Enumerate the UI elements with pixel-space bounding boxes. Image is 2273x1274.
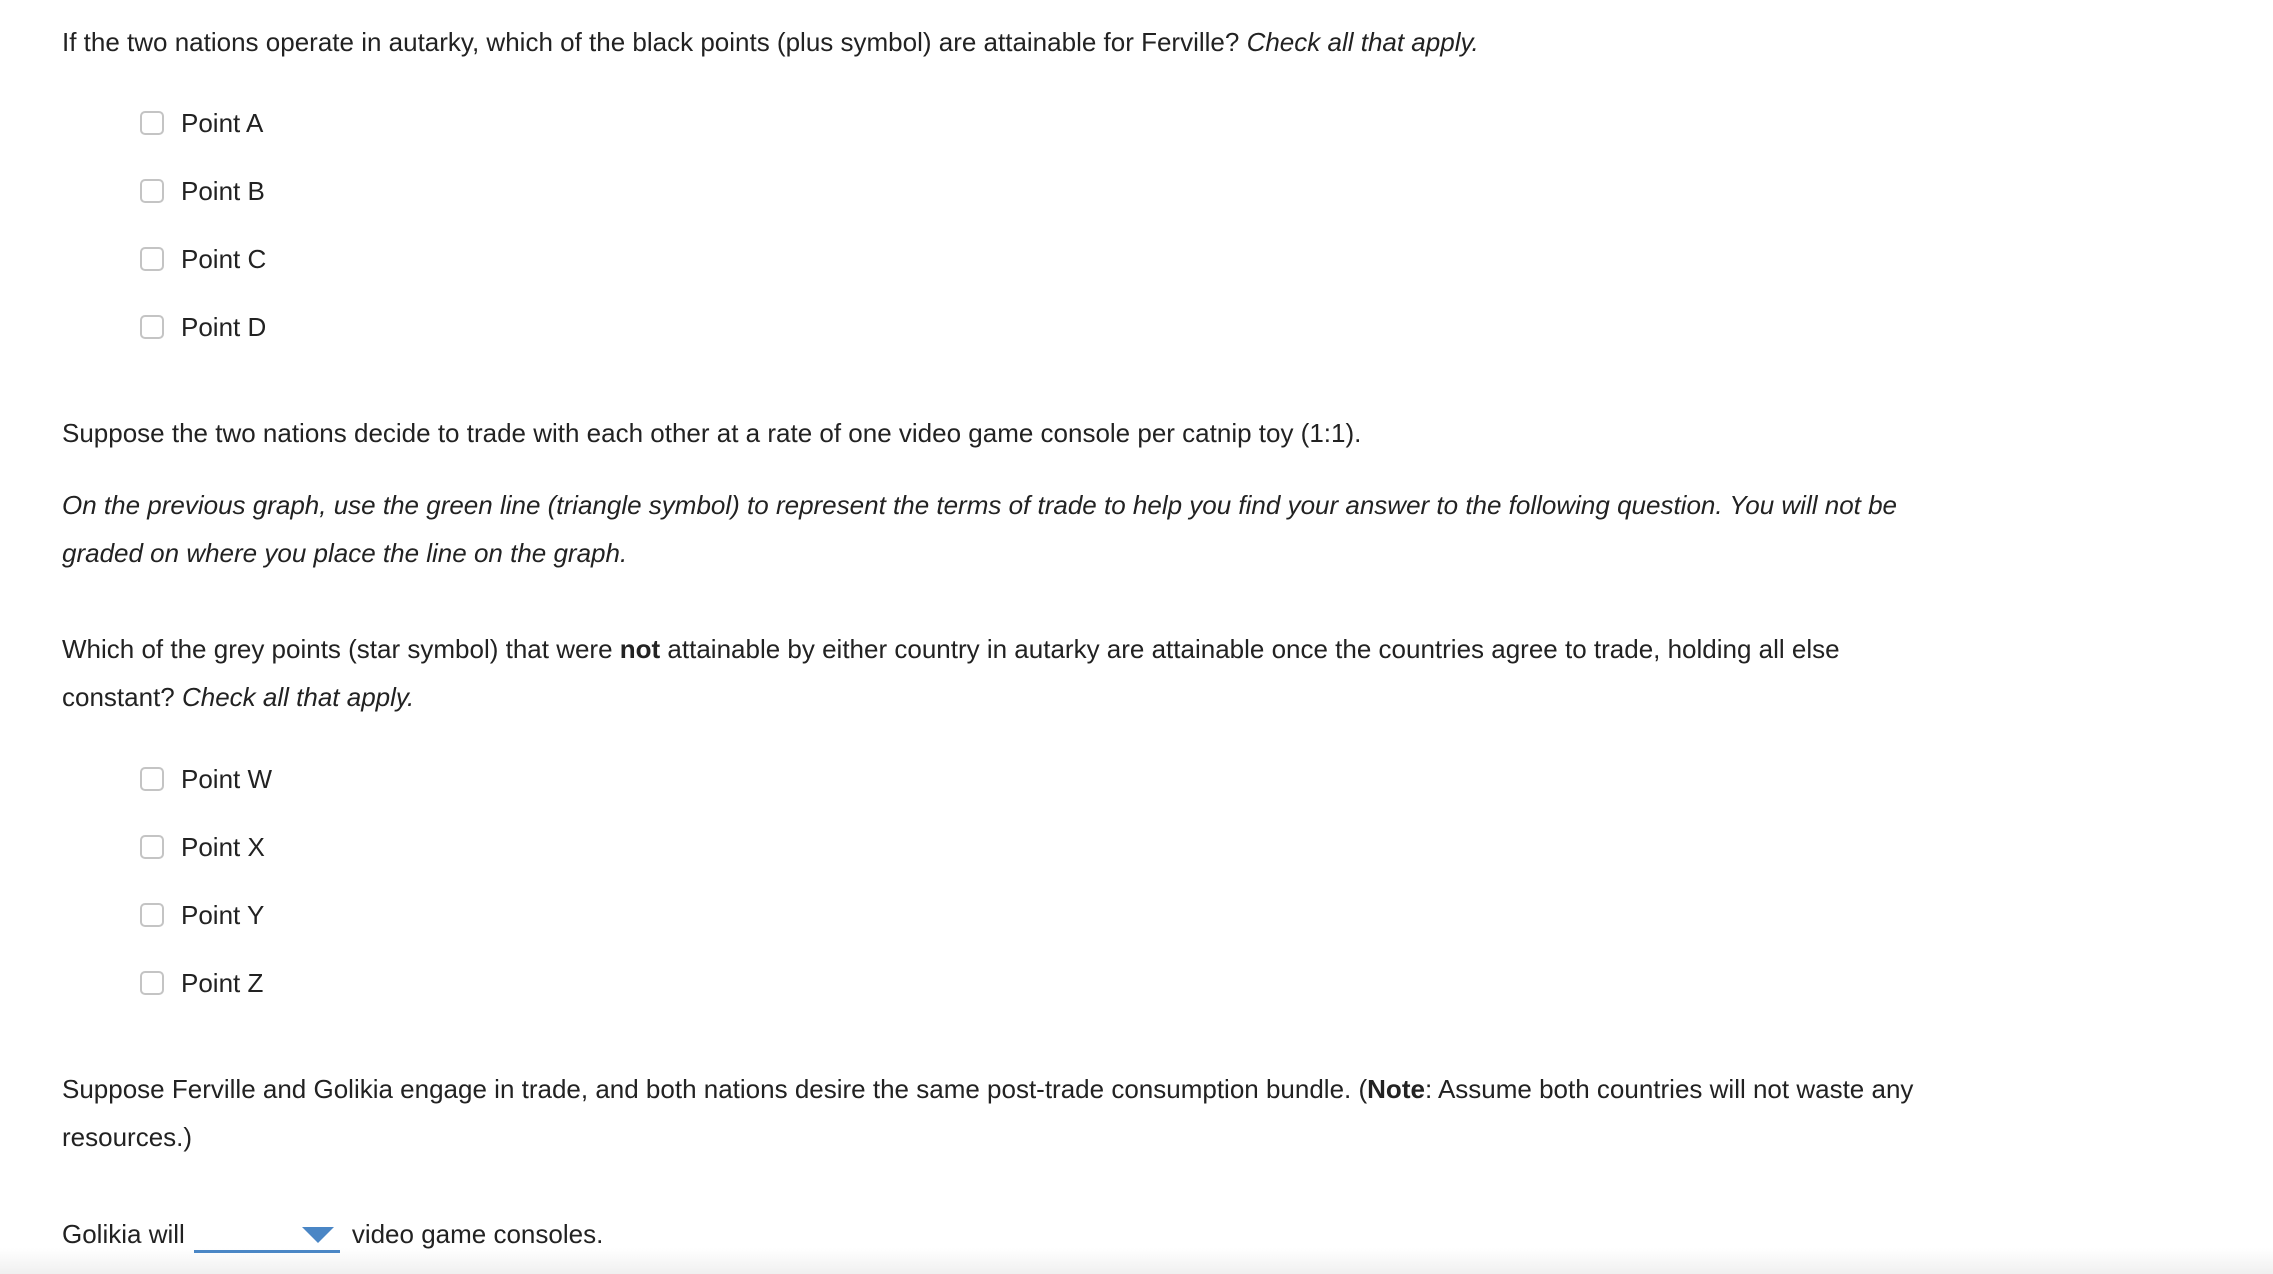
answer-dropdown[interactable] <box>194 1215 340 1253</box>
question-2-instruction: Check all that apply. <box>181 682 415 712</box>
question-3-prompt-start: Suppose Ferville and Golikia engage in trade, and both nations desire the same post-trade consumption bundle. ( <box>62 1074 1368 1104</box>
option-label: Point B <box>181 175 265 206</box>
option-label: Point A <box>181 107 264 138</box>
question-1-prompt: If the two nations operate in autarky, which of the black points (plus symbol) are attainable for Ferville? <box>62 27 1247 57</box>
question-2-emphasis: not <box>619 634 661 664</box>
option-point-w[interactable] <box>140 761 272 797</box>
question-3-prompt-end: : Assume both countries will not waste any resources.) <box>62 1074 1914 1152</box>
checkbox-icon[interactable] <box>140 835 164 859</box>
question-2-text <box>62 625 1922 721</box>
option-point-d[interactable] <box>140 309 266 345</box>
answer-row <box>62 1214 603 1254</box>
checkbox-icon[interactable] <box>140 971 164 995</box>
answer-prefix: Golikia will <box>62 1218 185 1249</box>
option-label: Point X <box>181 831 265 862</box>
trade-instruction <box>62 481 1922 577</box>
option-point-x[interactable] <box>140 829 265 865</box>
option-point-c[interactable] <box>140 241 266 277</box>
option-label: Point C <box>181 243 267 274</box>
answer-suffix: video game consoles. <box>351 1218 604 1249</box>
checkbox-icon[interactable] <box>140 767 164 791</box>
question-1-instruction: Check all that apply. <box>1246 27 1479 57</box>
question-1-text <box>62 18 1922 66</box>
checkbox-icon[interactable] <box>140 903 164 927</box>
option-point-a[interactable] <box>140 105 263 141</box>
option-point-y[interactable] <box>140 897 264 933</box>
question-2-prompt-start: Which of the grey points (star symbol) that were <box>62 634 620 664</box>
question-3-text <box>62 1065 1922 1161</box>
option-label: Point D <box>181 311 267 342</box>
trade-statement: Suppose the two nations decide to trade with each other at a rate of one video game console per catnip toy (1:1). <box>62 418 1362 448</box>
option-point-z[interactable] <box>140 965 263 1001</box>
question-2-prompt-end: attainable by either country in autarky are attainable once the countries agree to trade, holding all else constant? <box>62 634 1840 712</box>
option-label: Point Y <box>181 899 265 930</box>
option-point-b[interactable] <box>140 173 265 209</box>
option-label: Point W <box>181 763 273 794</box>
option-label: Point Z <box>181 967 264 998</box>
checkbox-icon[interactable] <box>140 179 164 203</box>
checkbox-icon[interactable] <box>140 315 164 339</box>
checkbox-icon[interactable] <box>140 111 164 135</box>
trade-instruction-text: On the previous graph, use the green line (triangle symbol) to represent the terms of trade to help you find your answer to the following question. You will not be graded on where you place the line on the graph. <box>62 490 1898 568</box>
note-label: Note <box>1367 1074 1425 1104</box>
caret-down-icon[interactable] <box>302 1227 334 1243</box>
checkbox-icon[interactable] <box>140 247 164 271</box>
